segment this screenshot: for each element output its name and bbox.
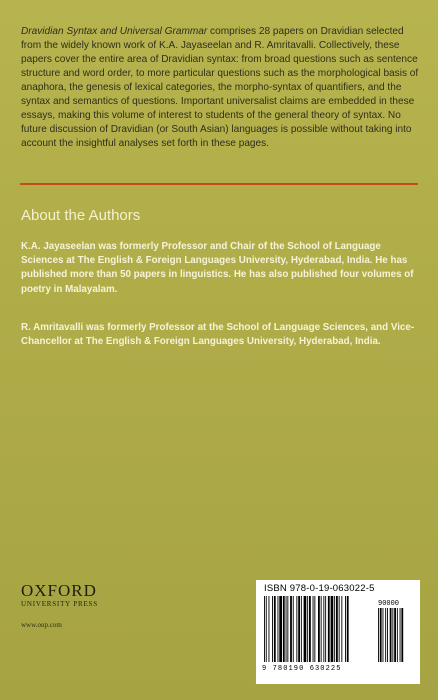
barcode-bar — [274, 596, 276, 662]
author-bio-jayaseelan: K.A. Jayaseelan was formerly Professor and Chair of the School of Language Sciences at The English & Foreign Languages University, Hyderabad, India. He has published more than 50 papers in linguistics. He has also published four volumes of poetry in Malayalam. — [21, 241, 414, 295]
barcode-bar — [298, 596, 300, 662]
barcode-bar — [325, 596, 326, 662]
price-code: 90000 — [378, 600, 400, 608]
barcode-bar — [309, 596, 311, 662]
blurb-text: comprises 28 papers on Dravidian selected from the widely known work of K.A. Jayaseelan and R. Amritavalli. Collectively, these papers cover the entire area of Dravidian syntax: from broad questions such as sentence structure and word order, to more particular questions such as the morphological basis of anaphora, the genesis of lexical categories, the morpho-syntax of quantifiers, and the syntax and semantics of questions. Important universalist claims are embedded in these essays, making this volume of interest to students of the general theory of syntax. No future discussion of Dravidian (or South Asian) languages is possible without taking into account the insightful analyses set forth in these pages. — [21, 26, 419, 149]
barcode-bar — [287, 596, 288, 662]
barcode-bar — [345, 596, 346, 662]
barcode-bar — [336, 596, 338, 662]
publisher-website: www.oup.com — [21, 621, 62, 629]
barcode-bar — [339, 596, 340, 662]
barcode-addon-bar — [394, 608, 396, 662]
barcode-addon-bar — [380, 608, 382, 662]
publisher-logo — [21, 583, 98, 608]
publisher-name: OXFORD — [21, 581, 97, 600]
barcode-bar — [328, 596, 330, 662]
barcode-bar — [334, 596, 335, 662]
barcode-bar — [279, 596, 282, 662]
barcode-addon-bar — [400, 608, 401, 662]
barcode-bar — [323, 596, 324, 662]
barcode-bar — [283, 596, 285, 662]
barcode-panel — [256, 580, 420, 684]
barcode-bar — [293, 596, 294, 662]
barcode-addon-bar — [387, 608, 388, 662]
barcode-bar — [307, 596, 308, 662]
barcode-bar — [266, 596, 267, 662]
barcode-bar — [296, 596, 297, 662]
barcode-bar — [272, 596, 273, 662]
barcode-bar — [313, 596, 314, 662]
ean-digits: 9 780190 630225 — [262, 665, 342, 673]
blurb-book-title: Dravidian Syntax and Universal Grammar — [21, 26, 208, 37]
publisher-press: UNIVERSITY PRESS — [21, 600, 98, 608]
barcode-addon-bar — [401, 608, 403, 662]
barcode-addon-bar — [385, 608, 386, 662]
book-blurb — [21, 25, 421, 151]
barcode-bar — [314, 596, 315, 662]
barcode-bar — [304, 596, 307, 662]
barcode-bar — [331, 596, 334, 662]
barcode-bar — [321, 596, 322, 662]
about-authors-heading: About the Authors — [21, 207, 141, 224]
isbn-number: ISBN 978-0-19-063022-5 — [264, 583, 375, 594]
barcode-bar — [264, 596, 265, 662]
barcode-bar — [269, 596, 270, 662]
barcode-addon-bar — [390, 608, 392, 662]
barcode-bar — [347, 596, 349, 662]
barcode-bar — [290, 596, 292, 662]
barcode-addon-bar — [378, 608, 379, 662]
author-bio-amritavalli: R. Amritavalli was formerly Professor at the School of Language Sciences, and Vice-Chancellor at The English & Foreign Languages University, Hyderabad, India. — [21, 322, 415, 348]
barcode-bar — [341, 596, 342, 662]
divider-rule — [20, 183, 418, 185]
barcode-bar — [318, 596, 320, 662]
barcode-bar — [278, 596, 279, 662]
barcode-addon-bar — [383, 608, 384, 662]
barcode-bar — [286, 596, 287, 662]
barcode-bar — [301, 596, 302, 662]
barcode-addon-bar — [397, 608, 398, 662]
barcode-addon-bar — [392, 608, 393, 662]
